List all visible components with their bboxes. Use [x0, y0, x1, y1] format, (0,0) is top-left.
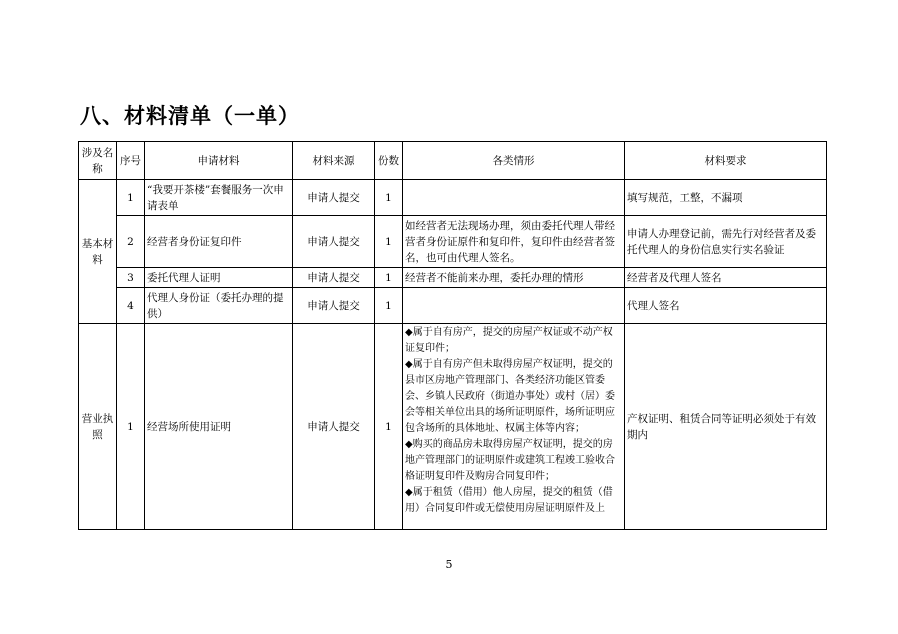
scenario-cell: 经营者不能前来办理，委托办理的情形	[403, 268, 625, 288]
copies-cell: 1	[375, 324, 403, 530]
materials-table	[78, 141, 827, 530]
group-name-cell: 营业执照	[79, 324, 117, 530]
header-cell: 申请材料	[145, 142, 293, 180]
material-cell: 经营场所使用证明	[145, 324, 293, 530]
table-row	[79, 216, 827, 268]
page-heading: 八、材料清单（一单）	[80, 104, 300, 128]
table-row	[79, 324, 827, 530]
table-row	[79, 180, 827, 216]
copies-cell: 1	[375, 180, 403, 216]
seq-cell: 4	[117, 288, 145, 324]
scenario-item: ◆购买的商品房未取得房屋产权证明，提交的房地产管理部门的证明原件或建筑工程竣工验收合格证明复印件及购房合同复印件；	[405, 439, 615, 482]
scenario-item: ◆属于租赁（借用）他人房屋，提交的租赁（借用）合同复印件或无偿使用房屋证明原件及上	[405, 487, 613, 514]
material-cell: 经营者身份证复印件	[145, 216, 293, 268]
page-number: 5	[445, 558, 453, 571]
copies-cell: 1	[375, 288, 403, 324]
requirement-cell: 经营者及代理人签名	[625, 268, 827, 288]
copies-cell: 1	[375, 268, 403, 288]
requirement-cell: 填写规范，工整，不漏项	[625, 180, 827, 216]
group-name-cell: 基本材料	[79, 180, 117, 324]
header-cell: 材料要求	[625, 142, 827, 180]
header-cell: 材料来源	[293, 142, 375, 180]
scenario-item: ◆属于自有房产但未取得房屋产权证明，提交的县市区房地产管理部门、各类经济功能区管委会、乡镇人民政府（街道办事处）或村（居）委会等相关单位出具的场所证明原件，场所证明应包含场所的具体地址、权属主体等内容；	[405, 359, 615, 434]
seq-cell: 1	[117, 180, 145, 216]
requirement-cell: 代理人签名	[625, 288, 827, 324]
table-header-row	[79, 142, 827, 180]
copies-cell: 1	[375, 216, 403, 268]
source-cell: 申请人提交	[293, 288, 375, 324]
material-cell: “我要开茶楼”套餐服务一次申请表单	[145, 180, 293, 216]
scenario-cell	[403, 324, 625, 530]
seq-cell: 3	[117, 268, 145, 288]
scenario-cell	[403, 288, 625, 324]
material-cell: 委托代理人证明	[145, 268, 293, 288]
header-cell: 各类情形	[403, 142, 625, 180]
header-cell: 序号	[117, 142, 145, 180]
header-cell: 份数	[375, 142, 403, 180]
scenario-cell: 如经营者无法现场办理，须由委托代理人带经营者身份证原件和复印件，复印件由经营者签名，也可由代理人签名。	[403, 216, 625, 268]
scenario-item: ◆属于自有房产，提交的房屋产权证或不动产权证复印件；	[405, 327, 613, 354]
requirement-cell: 产权证明、租赁合同等证明必须处于有效期内	[625, 324, 827, 530]
header-cell: 涉及名称	[79, 142, 117, 180]
scenario-cell	[403, 180, 625, 216]
source-cell: 申请人提交	[293, 324, 375, 530]
table-row	[79, 288, 827, 324]
material-cell: 代理人身份证（委托办理的提供）	[145, 288, 293, 324]
source-cell: 申请人提交	[293, 268, 375, 288]
source-cell: 申请人提交	[293, 216, 375, 268]
seq-cell: 2	[117, 216, 145, 268]
source-cell: 申请人提交	[293, 180, 375, 216]
seq-cell: 1	[117, 324, 145, 530]
requirement-cell: 申请人办理登记前，需先行对经营者及委托代理人的身份信息实行实名验证	[625, 216, 827, 268]
table-row	[79, 268, 827, 288]
